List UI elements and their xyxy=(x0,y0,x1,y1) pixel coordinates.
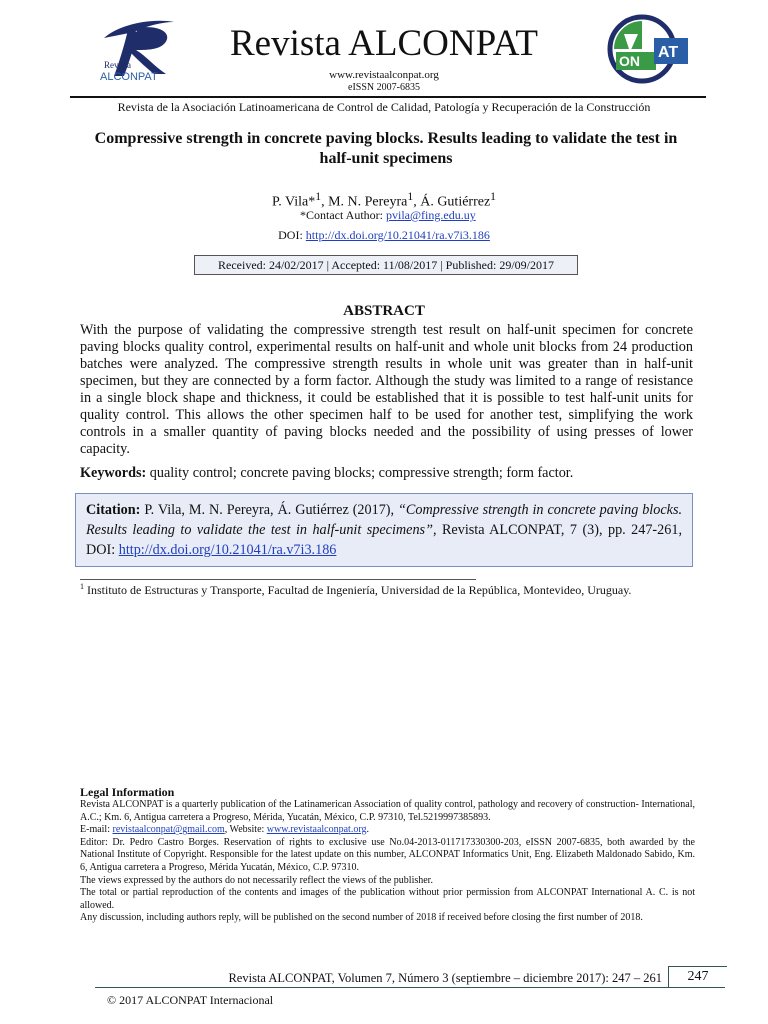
publication-dates: Received: 24/02/2017 | Accepted: 11/08/2017 | Published: 29/09/2017 xyxy=(194,255,578,275)
doi-link[interactable]: http://dx.doi.org/10.21041/ra.v7i3.186 xyxy=(305,228,490,242)
logo-right-brand: AT xyxy=(658,44,679,61)
journal-url[interactable]: www.revistaalconpat.org xyxy=(329,69,439,81)
footnote xyxy=(80,582,631,598)
citation-doi-link[interactable]: http://dx.doi.org/10.21041/ra.v7i3.186 xyxy=(118,542,337,558)
footnote-divider xyxy=(80,579,476,580)
legal-information xyxy=(80,799,695,925)
copyright: © 2017 ALCONPAT Internacional xyxy=(107,993,274,1007)
affiliation-mark: 1 xyxy=(490,190,496,203)
header-divider xyxy=(70,96,706,98)
doi-line xyxy=(0,228,768,243)
keywords xyxy=(80,465,693,482)
legal-paragraph: Revista ALCONPAT is a quarterly publication of the Latinamerican Association of quality control, pathology and recovery of construction- International, A.C.; Km. 6, Antigua carretera a Progreso, Mérida, Yucatán, México, C.P. 97310, Tel.5219997385893. xyxy=(80,799,695,823)
legal-paragraph: Editor: Dr. Pedro Castro Borges. Reservation of rights to exclusive use No.04-2013-011717330300-203, eISSN 2007-6835, both awarded by the National Institute of Copyright. Responsible for the latest update on this number, ALCONPAT Informatics Unit, Eng. Elizabeth Maldonado Sabido, Km. 6, Antigua carretera a Progreso, Mérida Yucatán, México, C.P. 97310. xyxy=(80,836,695,873)
doi-label: DOI: xyxy=(278,228,306,242)
author-2: , M. N. Pereyra xyxy=(321,194,408,210)
legal-contact-line xyxy=(80,824,695,837)
affiliation-mark: 1 xyxy=(407,190,414,203)
footnote-mark: 1 xyxy=(80,582,84,591)
abstract-text: With the purpose of validating the compressive strength test result on half-unit specimen for concrete paving blocks quality control, experimental results on half-unit and whole unit blocks from 24 production batches were analyzed. The compressive strength results in whole unit was greater than in half-unit specimen, but they are connected by a form factor. Although the study was limited to a range of resistance in a single block shape and thickness, it could be established that it is possible to test half-unit units for quality control. This allows the other specimen half to be used for another test, simplifying the work controls in a smaller quantity of paving blocks needed and the possibility of using presses of lower capacity. xyxy=(80,322,693,457)
legal-paragraph: Any discussion, including authors reply, will be published on the second number of 2018 if received before closing the first number of 2018. xyxy=(80,912,643,924)
logo-right-letters: ON xyxy=(619,53,640,69)
citation-source: , Revista ALCONPAT, 7 (3), pp. 247-261, DOI: xyxy=(86,522,682,558)
citation-authors: P. Vila, M. N. Pereyra, Á. Gutiérrez (2017), xyxy=(140,502,398,518)
affiliation-mark: 1 xyxy=(315,190,322,203)
contact-label: *Contact Author: xyxy=(300,208,386,222)
logo-left-label: Revista xyxy=(104,60,131,70)
contact-author xyxy=(300,208,476,223)
legal-paragraph: The total or partial reproduction of the contents and images of the publication without prior permission from ALCONPAT International A. C. is not allowed. xyxy=(80,887,695,911)
contact-email-link[interactable]: pvila@fing.edu.uy xyxy=(386,208,476,222)
website-label: , Website: xyxy=(224,824,267,836)
website-end: . xyxy=(366,824,369,836)
legal-email-link[interactable]: revistaalconpat@gmail.com xyxy=(112,824,225,836)
keywords-list: quality control; concrete paving blocks; compressive strength; form factor. xyxy=(146,465,574,481)
legal-paragraph: The views expressed by the authors do not necessarily reflect the views of the publisher. xyxy=(80,874,433,886)
citation-text xyxy=(86,500,682,560)
alconpat-logo-right xyxy=(600,12,692,86)
logo-left-brand: ALCONPAT xyxy=(100,71,158,83)
author-1: P. Vila* xyxy=(271,194,316,210)
journal-title: Revista ALCONPAT xyxy=(229,23,539,64)
journal-eissn: eISSN 2007-6835 xyxy=(348,82,420,93)
paper-title: Compressive strength in concrete paving blocks. Results leading to validate the test in half-unit specimens xyxy=(94,130,678,167)
legal-website-link[interactable]: www.revistaalconpat.org xyxy=(266,824,367,836)
abstract-heading: ABSTRACT xyxy=(343,303,425,319)
email-label: E-mail: xyxy=(80,824,113,836)
legal-heading: Legal Information xyxy=(80,785,175,799)
footer-journal-reference: Revista ALCONPAT, Volumen 7, Número 3 (septiembre – diciembre 2017): 247 – 261 xyxy=(228,971,662,985)
citation-label: Citation: xyxy=(86,502,141,518)
author-3: , Á. Gutiérrez xyxy=(413,194,491,210)
keywords-label: Keywords: xyxy=(80,465,147,481)
footnote-text: Instituto de Estructuras y Transporte, Facultad de Ingeniería, Universidad de la República, Montevideo, Uruguay. xyxy=(84,583,632,597)
footer-divider xyxy=(95,987,725,988)
citation-title: “Compressive strength in concrete paving blocks. Results leading to validate the test in half-unit specimens” xyxy=(86,502,683,538)
page-number: 247 xyxy=(668,966,727,987)
society-name: Revista de la Asociación Latinoamericana de Control de Calidad, Patología y Recuperación de la Construcción xyxy=(117,100,651,114)
